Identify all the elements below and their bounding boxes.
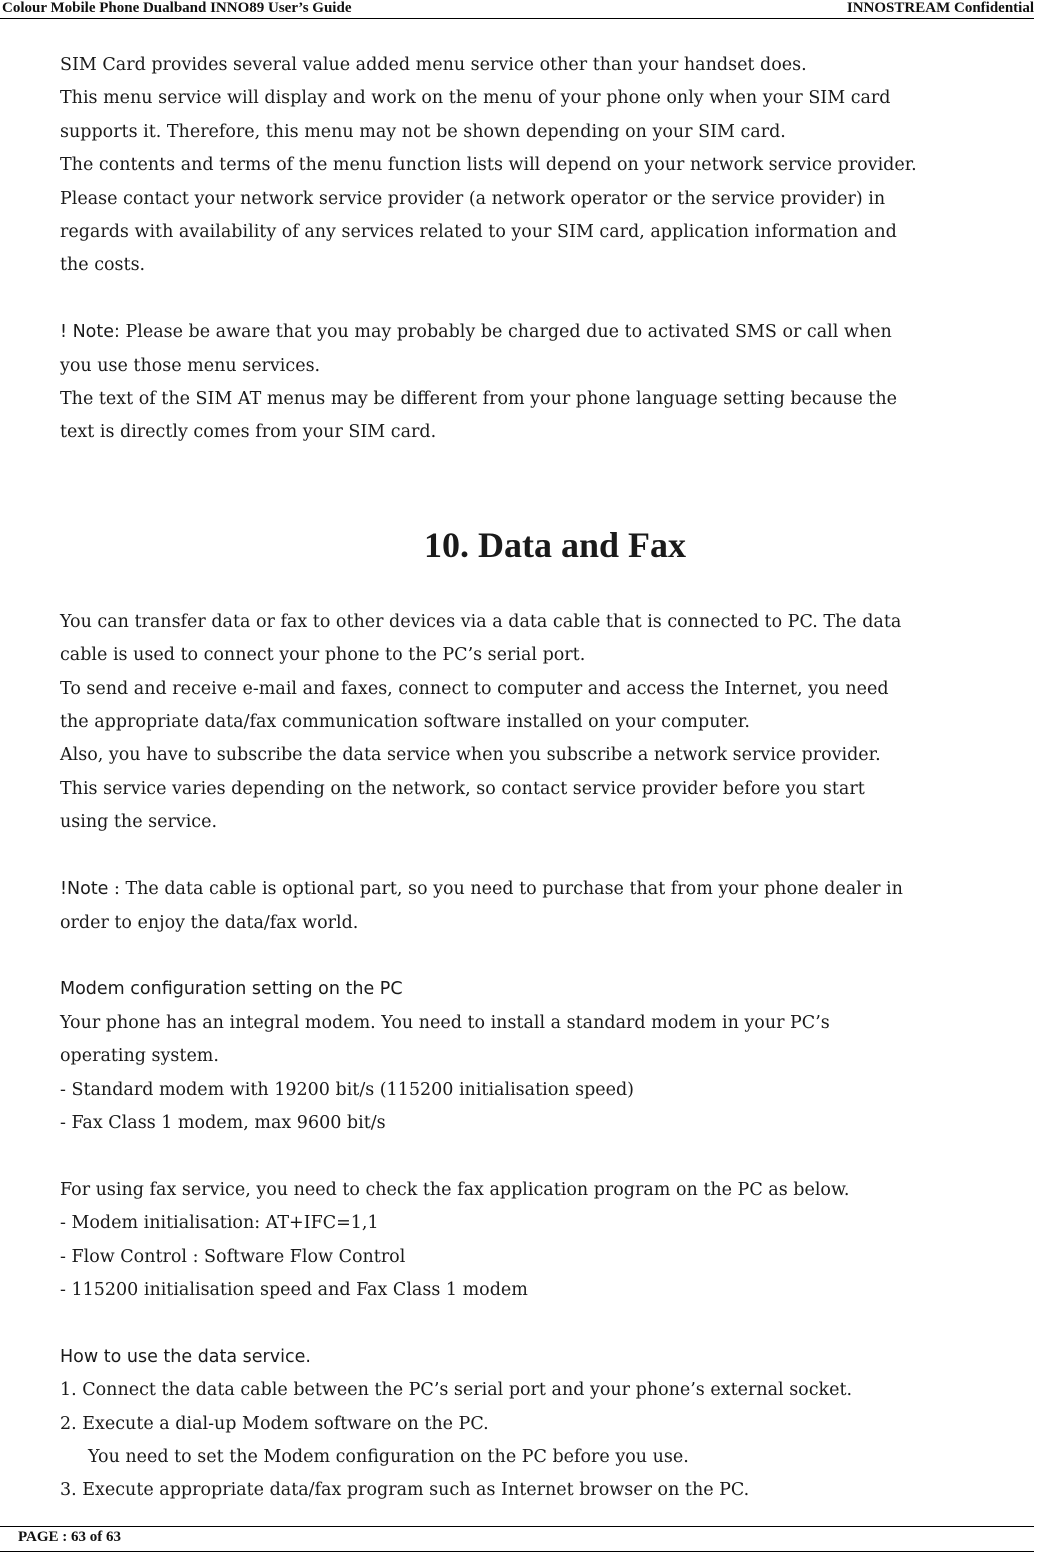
page-footer (0, 1526, 1034, 1552)
intro-line: regards with availability of any services related to your SIM card, application information and (60, 222, 897, 243)
fax-line: - Modem initialisation: AT+IFC=1,1 (60, 1213, 379, 1234)
spacer (60, 283, 1040, 316)
note-label: !Note (60, 879, 109, 900)
section-line: the appropriate data/fax communication software installed on your computer. (60, 712, 750, 733)
modem-line: Your phone has an integral modem. You need to install a standard modem in your PC’s (60, 1012, 830, 1033)
header-document-title: Colour Mobile Phone Dualband INNO89 User’s Guide (2, 0, 352, 16)
note-line: order to enjoy the data/fax world. (60, 912, 359, 933)
page-header (0, 0, 1034, 19)
fax-line: For using fax service, you need to check the fax application program on the PC as below. (60, 1179, 850, 1200)
howto-step: 3. Execute appropriate data/fax program such as Internet browser on the PC. (60, 1480, 750, 1501)
howto-step: 1. Connect the data cable between the PC’s serial port and your phone’s external socket. (60, 1380, 853, 1401)
howto-step: 2. Execute a dial-up Modem software on the PC. (60, 1413, 489, 1434)
page-number: PAGE : 63 of 63 (18, 1529, 122, 1545)
note-line: The text of the SIM AT menus may be different from your phone language setting because the (60, 389, 897, 410)
howto-step-note: You need to set the Modem configuration on the PC before you use. (88, 1446, 689, 1467)
intro-line: Please contact your network service provider (a network operator or the service provider) in (60, 188, 886, 209)
section-heading: 10. Data and Fax (423, 524, 687, 565)
header-confidential-label: INNOSTREAM Confidential (846, 0, 1034, 16)
note-label: ! Note: (60, 322, 120, 343)
spacer (60, 1140, 1040, 1173)
modem-line: - Standard modem with 19200 bit/s (115200 initialisation speed) (60, 1079, 635, 1100)
spacer (60, 840, 1040, 873)
page-content (60, 49, 1040, 1508)
spacer (60, 1307, 1040, 1340)
intro-line: This menu service will display and work on the menu of your phone only when your SIM card (60, 88, 891, 109)
modem-line: - Fax Class 1 modem, max 9600 bit/s (60, 1112, 386, 1133)
intro-line: the costs. (60, 255, 146, 276)
intro-line: SIM Card provides several value added menu service other than your handset does. (60, 55, 807, 75)
fax-line: - 115200 initialisation speed and Fax Class 1 modem (60, 1279, 528, 1300)
section-line: You can transfer data or fax to other devices via a data cable that is connected to PC. The data (60, 611, 902, 632)
fax-line: - Flow Control : Software Flow Control (60, 1246, 406, 1267)
section-line: To send and receive e-mail and faxes, connect to computer and access the Internet, you need (60, 678, 889, 699)
note-line: text is directly comes from your SIM card. (60, 422, 437, 443)
note-text: Please be aware that you may probably be charged due to activated SMS or call when (119, 322, 892, 343)
spacer (60, 565, 1040, 606)
note-paragraph (60, 873, 1040, 906)
modem-subheading: Modem configuration setting on the PC (60, 979, 403, 1000)
spacer (60, 450, 1040, 525)
section-line: using the service. (60, 812, 218, 833)
intro-line: supports it. Therefore, this menu may not be shown depending on your SIM card. (60, 121, 786, 142)
intro-line: The contents and terms of the menu function lists will depend on your network service provider. (60, 155, 917, 176)
note-text: : The data cable is optional part, so you need to purchase that from your phone dealer in (108, 879, 903, 900)
note-paragraph (60, 316, 1040, 349)
howto-subheading: How to use the data service. (60, 1346, 311, 1367)
section-line: cable is used to connect your phone to the PC’s serial port. (60, 645, 586, 666)
section-line: Also, you have to subscribe the data service when you subscribe a network service provider. (60, 745, 881, 766)
spacer (60, 940, 1040, 973)
modem-line: operating system. (60, 1046, 219, 1067)
note-line: you use those menu services. (60, 355, 321, 376)
section-line: This service varies depending on the network, so contact service provider before you start (60, 778, 865, 799)
